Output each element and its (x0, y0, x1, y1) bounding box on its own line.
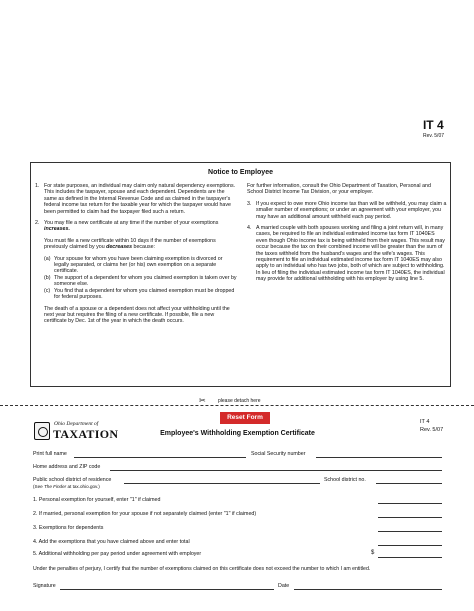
scissors-icon: ✂ (199, 396, 206, 405)
notice-text: because: (132, 244, 156, 251)
line-2-label: 2. If married, personal exemption for your spouse if not separately claimed (enter "1" if claimed) (33, 511, 257, 517)
sub-item-text: The support of a dependent for whom you claimed exemption is taken over by someone else. (54, 274, 237, 288)
notice-item-text: For state purposes, an individual may claim only natural dependency exemptions. This includes the taxpayer, spouse and each dependent. Dependents are the same as defined in the Internal Revenue Code and as claimed in the taxpayer's federal income tax return for the taxable year for which the taxpayer would have been permitted to claim had the taxpayer filed such a return. (44, 183, 236, 215)
notice-left-column (35, 183, 238, 330)
sub-item-label: (a) (44, 255, 51, 262)
print-name-field[interactable] (74, 457, 246, 458)
notice-title: Notice to Employee (208, 169, 273, 176)
school-district-no-field[interactable] (376, 483, 442, 484)
notice-sub-item-c (44, 288, 238, 301)
school-district-label: Public school district of residence (33, 477, 112, 483)
ssn-label: Social Security number (251, 451, 306, 457)
print-name-label: Print full name (33, 451, 67, 457)
date-field[interactable] (294, 589, 442, 590)
certificate-revision: Rev. 5/07 (420, 427, 444, 433)
line-1-field[interactable] (378, 503, 442, 504)
notice-text: You may file a new certificate at any time if the number of your exemptions (44, 220, 219, 227)
notice-item-number: 1. (35, 183, 40, 189)
notice-sub-item-b (44, 275, 238, 288)
line-4-field[interactable] (378, 545, 442, 546)
notice-text: You must file a new certificate within 10 days if the number of exemptions previously claimed by you (44, 237, 216, 251)
school-district-note (33, 484, 100, 489)
notice-right-column (247, 183, 447, 288)
perjury-statement: Under the penalties of perjury, I certify that the number of exemptions claimed on this certificate does not exceed the number to which I am entitled. (33, 566, 371, 572)
logo-department-text: Ohio Department of (54, 421, 99, 427)
line-3-field[interactable] (378, 531, 442, 532)
home-address-label: Home address and ZIP code (33, 464, 101, 470)
notice-item-text: If you expect to owe more Ohio income tax than will be withheld, you may claim a smaller number of exemptions; or under an agreement with your employer, you may have an additional amount withheld each pay period. (256, 200, 447, 220)
line-1-label: 1. Personal exemption for yourself, enter "1" if claimed (33, 497, 161, 503)
line-3-label: 3. Exemptions for dependents (33, 525, 104, 531)
notice-death-paragraph: The death of a spouse or a dependent does not affect your withholding until the next year but requires the filing of a new certificate. If possible, file a new certificate by Dec. 1st of the year in which the death occurs. (44, 305, 230, 325)
line-5-field[interactable] (378, 557, 442, 558)
notice-item-3 (247, 201, 447, 220)
date-label: Date (278, 583, 290, 589)
notice-further-info: For further information, consult the Ohio Department of Taxation, Personal and School District Income Tax Division, or your employer. (247, 183, 431, 196)
sub-item-label: (c) (44, 287, 51, 294)
note-text: at tax.ohio.gov.) (66, 484, 100, 489)
signature-field[interactable] (60, 589, 274, 590)
form-id: IT 4 (422, 118, 444, 132)
detach-label: please detach here (218, 398, 261, 404)
notice-item-4 (247, 225, 447, 283)
note-text: (See (33, 484, 44, 489)
ssn-field[interactable] (316, 457, 442, 458)
notice-item-number: 3. (247, 200, 252, 207)
emphasis-increases: increases. (44, 226, 70, 233)
school-district-no-label: School district no. (324, 477, 366, 483)
sub-item-label: (b) (44, 274, 51, 281)
line-5-label: 5. Additional withholding per pay period under agreement with employer (33, 551, 202, 557)
line-2-field[interactable] (378, 517, 442, 518)
certificate-form-number: IT 4 (420, 419, 430, 425)
notice-item-number: 2. (35, 220, 40, 227)
emphasis-decreases: decreases (106, 244, 133, 251)
certificate-title: Employee's Withholding Exemption Certificate (160, 430, 315, 437)
reset-form-button[interactable]: Reset Form (220, 412, 270, 424)
detach-line (0, 405, 474, 406)
signature-label: Signature (33, 583, 56, 589)
notice-decrease-paragraph (44, 238, 238, 251)
school-district-field[interactable] (124, 483, 320, 484)
sub-item-text: You find that a dependent for whom you claimed exemption must be dropped for federal purposes. (54, 287, 235, 301)
notice-item-text: A married couple with both spouses working and filing a joint return will, in many cases, be required to file an individual estimated income tax form IT 1040ES even though Ohio income tax is being withheld from their wages. This result may occur because the tax on their combined income will be greater than the sum of the taxes withheld from the husband's wages and the wife's wages. This requirement to file an individual estimated income tax form IT 1040ES may also apply to an individual who has two jobs, both of which are subject to withholding. In lieu of filing the individual estimated income tax form IT 1040ES, the individual may provide for additional withholding with his employer by using line 5. (256, 225, 445, 283)
notice-item-text (44, 220, 238, 233)
home-address-field[interactable] (110, 470, 442, 471)
notice-to-employee-box (30, 162, 451, 387)
form-revision: Rev. 5/07 (422, 133, 444, 139)
sub-item-text: Your spouse for whom you have been claiming exemption is divorced or legally separated, or claims her (or his) own exemption on a separate certificate. (54, 255, 223, 275)
dollar-sign: $ (371, 550, 375, 556)
notice-item-1 (35, 183, 238, 215)
ohio-seal-icon (34, 422, 50, 440)
notice-item-number: 4. (247, 225, 252, 232)
notice-sub-item-a (44, 256, 238, 275)
logo-taxation-text: TAXATION (53, 427, 119, 441)
note-finder-text: The Finder (43, 484, 67, 489)
notice-item-2 (35, 220, 238, 233)
certificate-form-id (420, 418, 443, 434)
ohio-taxation-logo (34, 420, 124, 444)
form-id-header (423, 118, 444, 139)
line-4-label: 4. Add the exemptions that you have claimed above and enter total (33, 539, 190, 545)
